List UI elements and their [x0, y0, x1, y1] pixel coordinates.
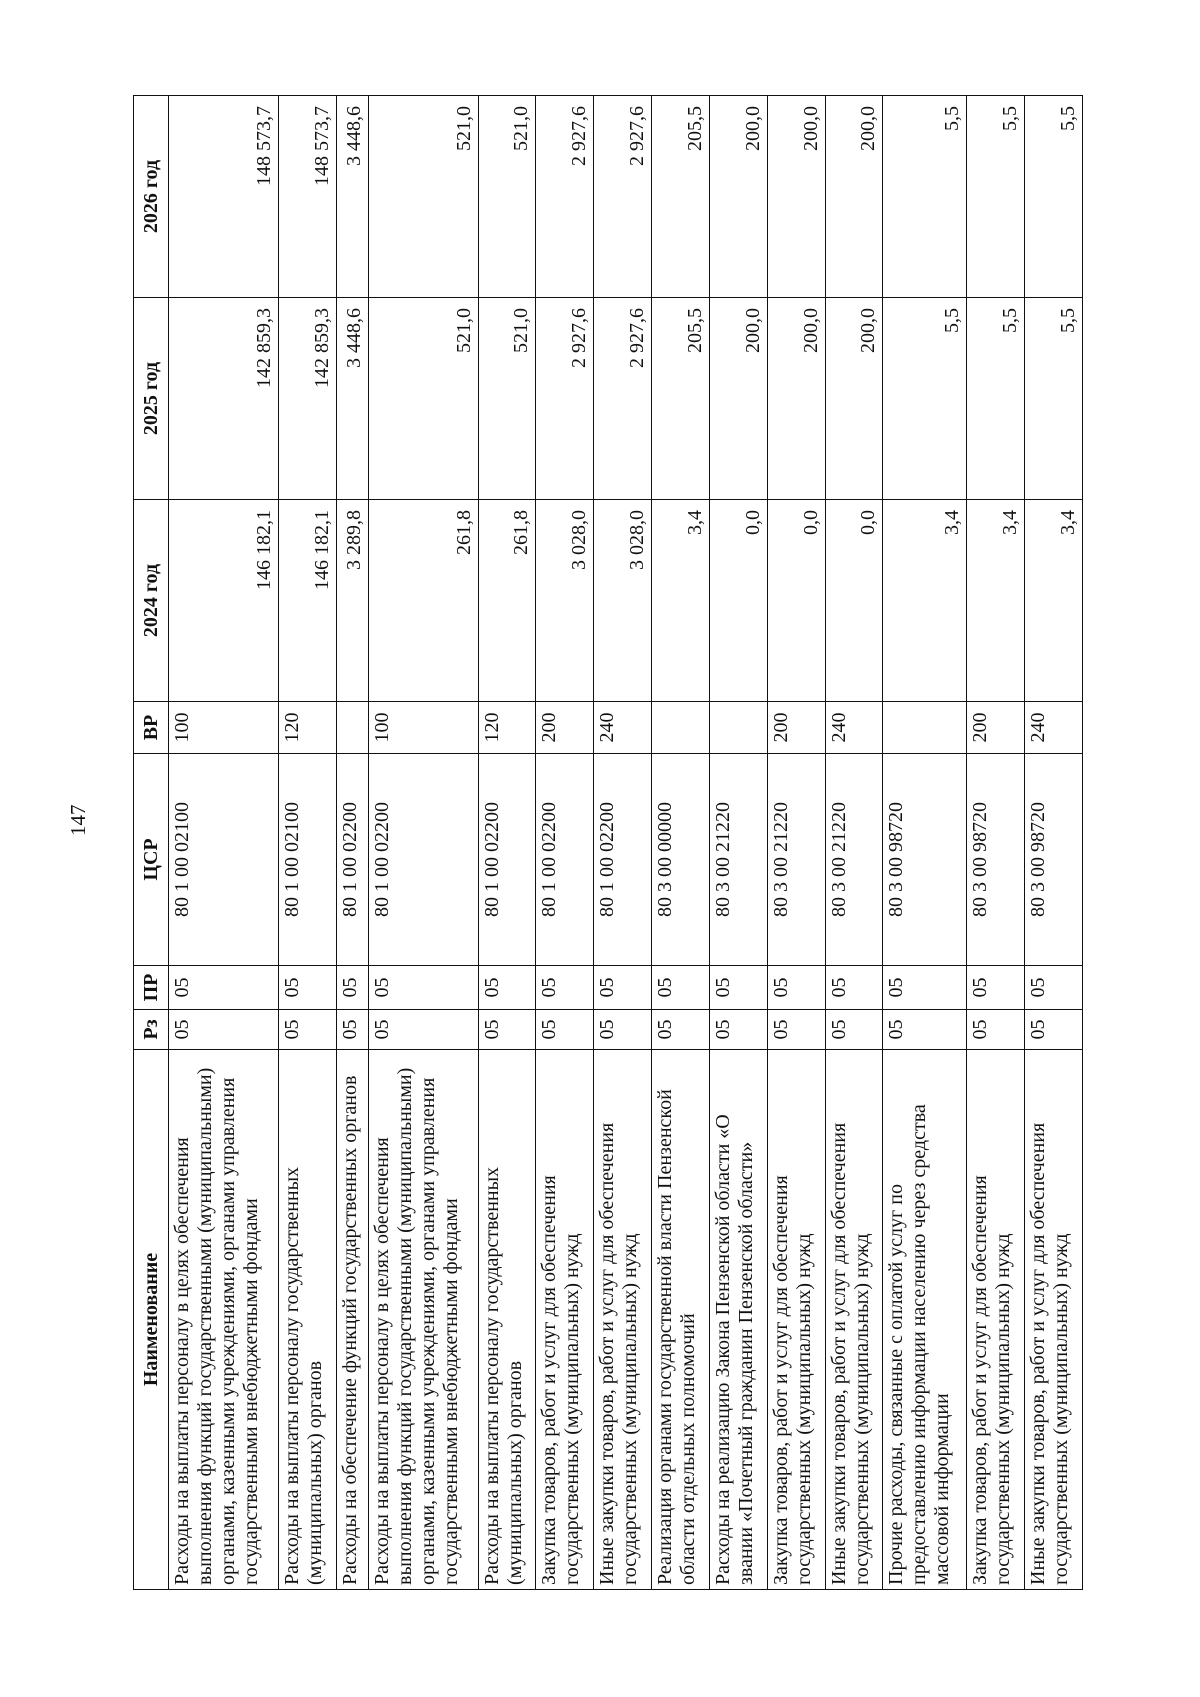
cell-csr: 80 1 00 02200 [478, 754, 536, 966]
cell-2026: 148 573,7 [278, 96, 336, 298]
cell-2026: 3 448,6 [336, 96, 368, 298]
cell-2024: 3,4 [652, 500, 710, 702]
cell-2026: 205,5 [652, 96, 710, 298]
cell-name: Расходы на обеспечение функций государственных органов [336, 1050, 368, 1590]
cell-pr: 05 [883, 966, 967, 1010]
cell-pr: 05 [336, 966, 368, 1010]
table-row [709, 96, 767, 1590]
cell-csr: 80 3 00 98720 [883, 754, 967, 966]
cell-2026: 5,5 [883, 96, 967, 298]
cell-2026: 521,0 [478, 96, 536, 298]
cell-rz: 05 [767, 1010, 825, 1050]
cell-vr [336, 702, 368, 754]
header-vr: ВР [134, 702, 169, 754]
cell-2025: 200,0 [709, 298, 767, 500]
cell-vr: 100 [368, 702, 478, 754]
cell-name: Расходы на выплаты персоналу государственных (муниципальных) органов [278, 1050, 336, 1590]
cell-vr: 240 [825, 702, 883, 754]
table-row [1025, 96, 1083, 1590]
cell-2025: 205,5 [652, 298, 710, 500]
cell-2024: 3 028,0 [594, 500, 652, 702]
table-row [883, 96, 967, 1590]
cell-rz: 05 [478, 1010, 536, 1050]
cell-2025: 3 448,6 [336, 298, 368, 500]
header-2024: 2024 год [134, 500, 169, 702]
cell-2024: 146 182,1 [278, 500, 336, 702]
cell-rz: 05 [883, 1010, 967, 1050]
cell-rz: 05 [652, 1010, 710, 1050]
header-2025: 2025 год [134, 298, 169, 500]
cell-name: Расходы на выплаты персоналу в целях обеспечения выполнения функций государственными (муниципальными) органами, казенными учреждениями, органами управления государственными внебюджетными фондами [169, 1050, 279, 1590]
cell-rz: 05 [1025, 1010, 1083, 1050]
cell-rz: 05 [278, 1010, 336, 1050]
table-header-row [134, 96, 169, 1590]
cell-name: Расходы на выплаты персоналу государственных (муниципальных) органов [478, 1050, 536, 1590]
budget-table [133, 95, 1083, 1590]
cell-rz: 05 [169, 1010, 279, 1050]
cell-pr: 05 [767, 966, 825, 1010]
cell-pr: 05 [368, 966, 478, 1010]
cell-pr: 05 [478, 966, 536, 1010]
cell-2026: 148 573,7 [169, 96, 279, 298]
cell-pr: 05 [1025, 966, 1083, 1010]
cell-rz: 05 [536, 1010, 594, 1050]
cell-2025: 142 859,3 [169, 298, 279, 500]
cell-csr: 80 1 00 02200 [368, 754, 478, 966]
table-row [767, 96, 825, 1590]
cell-2026: 200,0 [767, 96, 825, 298]
cell-2024: 261,8 [478, 500, 536, 702]
cell-2024: 261,8 [368, 500, 478, 702]
cell-name: Расходы на выплаты персоналу в целях обеспечения выполнения функций государственными (муниципальными) органами, казенными учреждениями, органами управления государственными внебюджетными фондами [368, 1050, 478, 1590]
cell-2025: 5,5 [1025, 298, 1083, 500]
cell-2024: 0,0 [825, 500, 883, 702]
cell-2026: 5,5 [1025, 96, 1083, 298]
cell-2024: 0,0 [767, 500, 825, 702]
cell-rz: 05 [967, 1010, 1025, 1050]
budget-table-container [133, 98, 1083, 1590]
cell-2026: 2 927,6 [536, 96, 594, 298]
cell-2026: 521,0 [368, 96, 478, 298]
cell-name: Реализация органами государственной власти Пензенской области отдельных полномочий [652, 1050, 710, 1590]
cell-2024: 3,4 [1025, 500, 1083, 702]
cell-2024: 3 289,8 [336, 500, 368, 702]
table-row [336, 96, 368, 1590]
cell-name: Закупка товаров, работ и услуг для обеспечения государственных (муниципальных) нужд [767, 1050, 825, 1590]
cell-vr: 200 [767, 702, 825, 754]
cell-csr: 80 3 00 21220 [825, 754, 883, 966]
cell-vr [709, 702, 767, 754]
cell-rz: 05 [709, 1010, 767, 1050]
cell-2025: 521,0 [478, 298, 536, 500]
cell-2026: 200,0 [825, 96, 883, 298]
cell-name: Расходы на реализацию Закона Пензенской области «О звании «Почетный гражданин Пензенской области» [709, 1050, 767, 1590]
header-name: Наименование [134, 1050, 169, 1590]
cell-2025: 142 859,3 [278, 298, 336, 500]
cell-vr: 120 [278, 702, 336, 754]
cell-name: Закупка товаров, работ и услуг для обеспечения государственных (муниципальных) нужд [536, 1050, 594, 1590]
cell-vr: 200 [967, 702, 1025, 754]
table-row [594, 96, 652, 1590]
cell-vr: 240 [1025, 702, 1083, 754]
cell-vr: 120 [478, 702, 536, 754]
cell-csr: 80 1 00 02100 [169, 754, 279, 966]
cell-2026: 200,0 [709, 96, 767, 298]
table-row [169, 96, 279, 1590]
cell-csr: 80 1 00 02200 [594, 754, 652, 966]
cell-pr: 05 [652, 966, 710, 1010]
cell-rz: 05 [336, 1010, 368, 1050]
cell-pr: 05 [709, 966, 767, 1010]
table-row [368, 96, 478, 1590]
cell-vr: 200 [536, 702, 594, 754]
cell-2024: 3,4 [967, 500, 1025, 702]
cell-2025: 2 927,6 [594, 298, 652, 500]
header-csr: ЦСР [134, 754, 169, 966]
table-row [825, 96, 883, 1590]
cell-2025: 200,0 [767, 298, 825, 500]
table-row [278, 96, 336, 1590]
cell-2024: 146 182,1 [169, 500, 279, 702]
table-row [536, 96, 594, 1590]
table-row [652, 96, 710, 1590]
cell-name: Прочие расходы, связанные с оплатой услуг по предоставлению информации населению через средства массовой информации [883, 1050, 967, 1590]
table-row [967, 96, 1025, 1590]
header-pr: ПР [134, 966, 169, 1010]
cell-vr: 240 [594, 702, 652, 754]
cell-2026: 5,5 [967, 96, 1025, 298]
table-row [478, 96, 536, 1590]
header-2026: 2026 год [134, 96, 169, 298]
cell-2025: 5,5 [883, 298, 967, 500]
cell-2025: 5,5 [967, 298, 1025, 500]
cell-csr: 80 1 00 02100 [278, 754, 336, 966]
cell-pr: 05 [825, 966, 883, 1010]
cell-2025: 521,0 [368, 298, 478, 500]
cell-pr: 05 [536, 966, 594, 1010]
cell-csr: 80 3 00 98720 [1025, 754, 1083, 966]
cell-name: Иные закупки товаров, работ и услуг для обеспечения государственных (муниципальных) нужд [1025, 1050, 1083, 1590]
page-number: 147 [66, 804, 90, 836]
cell-rz: 05 [368, 1010, 478, 1050]
cell-2025: 2 927,6 [536, 298, 594, 500]
cell-name: Иные закупки товаров, работ и услуг для обеспечения государственных (муниципальных) нужд [825, 1050, 883, 1590]
cell-pr: 05 [594, 966, 652, 1010]
cell-pr: 05 [967, 966, 1025, 1010]
cell-2026: 2 927,6 [594, 96, 652, 298]
header-rz: Рз [134, 1010, 169, 1050]
cell-pr: 05 [169, 966, 279, 1010]
cell-2025: 200,0 [825, 298, 883, 500]
cell-vr [652, 702, 710, 754]
cell-rz: 05 [825, 1010, 883, 1050]
cell-csr: 80 3 00 21220 [709, 754, 767, 966]
cell-rz: 05 [594, 1010, 652, 1050]
cell-vr: 100 [169, 702, 279, 754]
cell-name: Закупка товаров, работ и услуг для обеспечения государственных (муниципальных) нужд [967, 1050, 1025, 1590]
cell-vr [883, 702, 967, 754]
cell-csr: 80 1 00 02200 [536, 754, 594, 966]
cell-2024: 0,0 [709, 500, 767, 702]
cell-csr: 80 1 00 02200 [336, 754, 368, 966]
cell-csr: 80 3 00 00000 [652, 754, 710, 966]
cell-name: Иные закупки товаров, работ и услуг для обеспечения государственных (муниципальных) нужд [594, 1050, 652, 1590]
cell-pr: 05 [278, 966, 336, 1010]
cell-2024: 3,4 [883, 500, 967, 702]
cell-csr: 80 3 00 98720 [967, 754, 1025, 966]
cell-csr: 80 3 00 21220 [767, 754, 825, 966]
cell-2024: 3 028,0 [536, 500, 594, 702]
